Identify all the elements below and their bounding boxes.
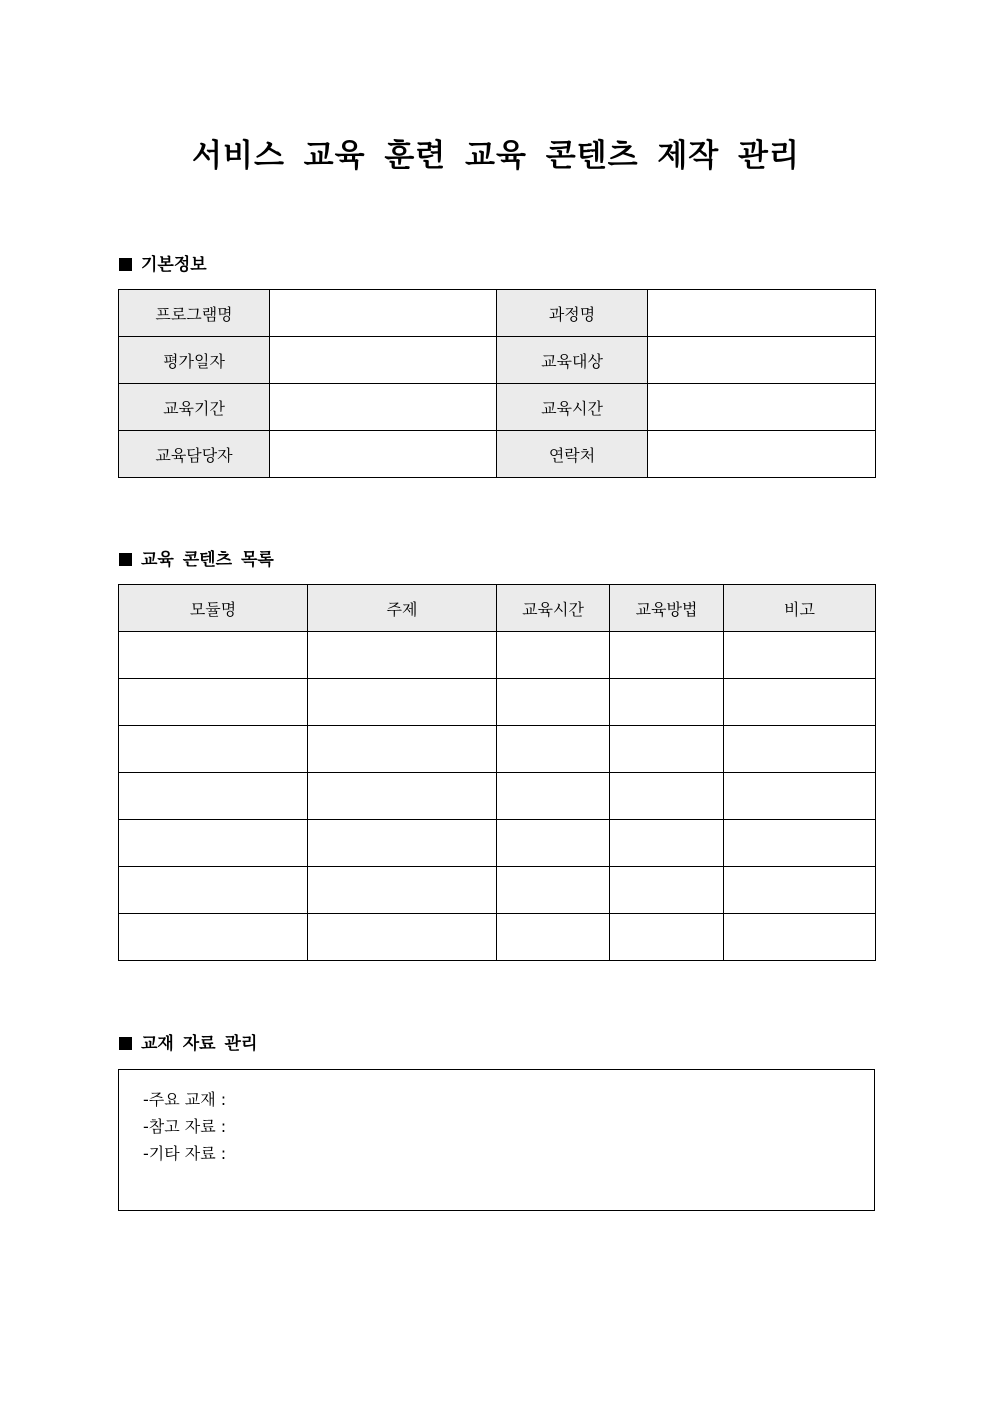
basic-info-table — [118, 289, 876, 478]
module-name-cell[interactable] — [119, 820, 308, 867]
training-hours-cell[interactable] — [497, 914, 610, 961]
module-name-cell[interactable] — [119, 679, 308, 726]
remarks-cell[interactable] — [724, 632, 876, 679]
square-bullet-icon — [119, 553, 132, 566]
module-name-cell[interactable] — [119, 632, 308, 679]
square-bullet-icon — [119, 1037, 132, 1050]
training-method-cell[interactable] — [610, 867, 724, 914]
training-method-cell[interactable] — [610, 632, 724, 679]
label-training-hours: 교육시간 — [497, 384, 648, 431]
module-name-cell[interactable] — [119, 726, 308, 773]
label-program-name: 프로그램명 — [119, 290, 270, 337]
topic-cell[interactable] — [308, 914, 497, 961]
table-row — [119, 632, 876, 679]
topic-cell[interactable] — [308, 679, 497, 726]
materials-box[interactable] — [118, 1069, 875, 1211]
table-row — [119, 726, 876, 773]
column-header-topic: 주제 — [308, 585, 497, 632]
topic-cell[interactable] — [308, 867, 497, 914]
table-row — [119, 820, 876, 867]
table-row — [119, 679, 876, 726]
module-name-cell[interactable] — [119, 773, 308, 820]
remarks-cell[interactable] — [724, 679, 876, 726]
topic-cell[interactable] — [308, 632, 497, 679]
evaluation-date-field[interactable] — [270, 337, 497, 384]
table-row — [119, 867, 876, 914]
remarks-cell[interactable] — [724, 820, 876, 867]
table-header-row — [119, 585, 876, 632]
remarks-cell[interactable] — [724, 914, 876, 961]
program-name-field[interactable] — [270, 290, 497, 337]
column-header-training-method: 교육방법 — [610, 585, 724, 632]
column-header-remarks: 비고 — [724, 585, 876, 632]
topic-cell[interactable] — [308, 726, 497, 773]
column-header-module-name: 모듈명 — [119, 585, 308, 632]
module-name-cell[interactable] — [119, 914, 308, 961]
section-heading-text: 기본정보 — [141, 255, 207, 275]
module-name-cell[interactable] — [119, 867, 308, 914]
main-textbook-line: -주요 교재 : — [143, 1090, 227, 1109]
training-method-cell[interactable] — [610, 679, 724, 726]
training-method-cell[interactable] — [610, 820, 724, 867]
section-heading-materials — [119, 1032, 257, 1056]
training-hours-cell[interactable] — [497, 632, 610, 679]
training-hours-cell[interactable] — [497, 820, 610, 867]
label-evaluation-date: 평가일자 — [119, 337, 270, 384]
section-heading-text: 교육 콘텐츠 목록 — [141, 550, 274, 570]
training-hours-cell[interactable] — [497, 773, 610, 820]
remarks-cell[interactable] — [724, 773, 876, 820]
table-row — [119, 290, 876, 337]
column-header-training-hours: 교육시간 — [497, 585, 610, 632]
remarks-cell[interactable] — [724, 726, 876, 773]
course-name-field[interactable] — [648, 290, 876, 337]
target-audience-field[interactable] — [648, 337, 876, 384]
other-materials-line: -기타 자료 : — [143, 1144, 227, 1163]
table-row — [119, 914, 876, 961]
section-heading-basic-info — [119, 253, 207, 277]
label-target-audience: 교육대상 — [497, 337, 648, 384]
topic-cell[interactable] — [308, 820, 497, 867]
label-course-name: 과정명 — [497, 290, 648, 337]
training-period-field[interactable] — [270, 384, 497, 431]
remarks-cell[interactable] — [724, 867, 876, 914]
label-training-manager: 교육담당자 — [119, 431, 270, 478]
section-heading-contents-list — [119, 548, 274, 572]
topic-cell[interactable] — [308, 773, 497, 820]
page-title: 서비스 교육 훈련 교육 콘텐츠 제작 관리 — [192, 138, 800, 174]
square-bullet-icon — [119, 258, 132, 271]
training-hours-cell[interactable] — [497, 867, 610, 914]
table-row — [119, 384, 876, 431]
training-manager-field[interactable] — [270, 431, 497, 478]
label-contact: 연락처 — [497, 431, 648, 478]
label-training-period: 교육기간 — [119, 384, 270, 431]
section-heading-text: 교재 자료 관리 — [141, 1034, 258, 1054]
training-method-cell[interactable] — [610, 914, 724, 961]
training-method-cell[interactable] — [610, 773, 724, 820]
reference-materials-line: -참고 자료 : — [143, 1117, 227, 1136]
contact-field[interactable] — [648, 431, 876, 478]
training-hours-cell[interactable] — [497, 679, 610, 726]
training-method-cell[interactable] — [610, 726, 724, 773]
training-hours-field[interactable] — [648, 384, 876, 431]
table-row — [119, 337, 876, 384]
training-hours-cell[interactable] — [497, 726, 610, 773]
table-row — [119, 773, 876, 820]
table-row — [119, 431, 876, 478]
contents-list-table — [118, 584, 876, 961]
